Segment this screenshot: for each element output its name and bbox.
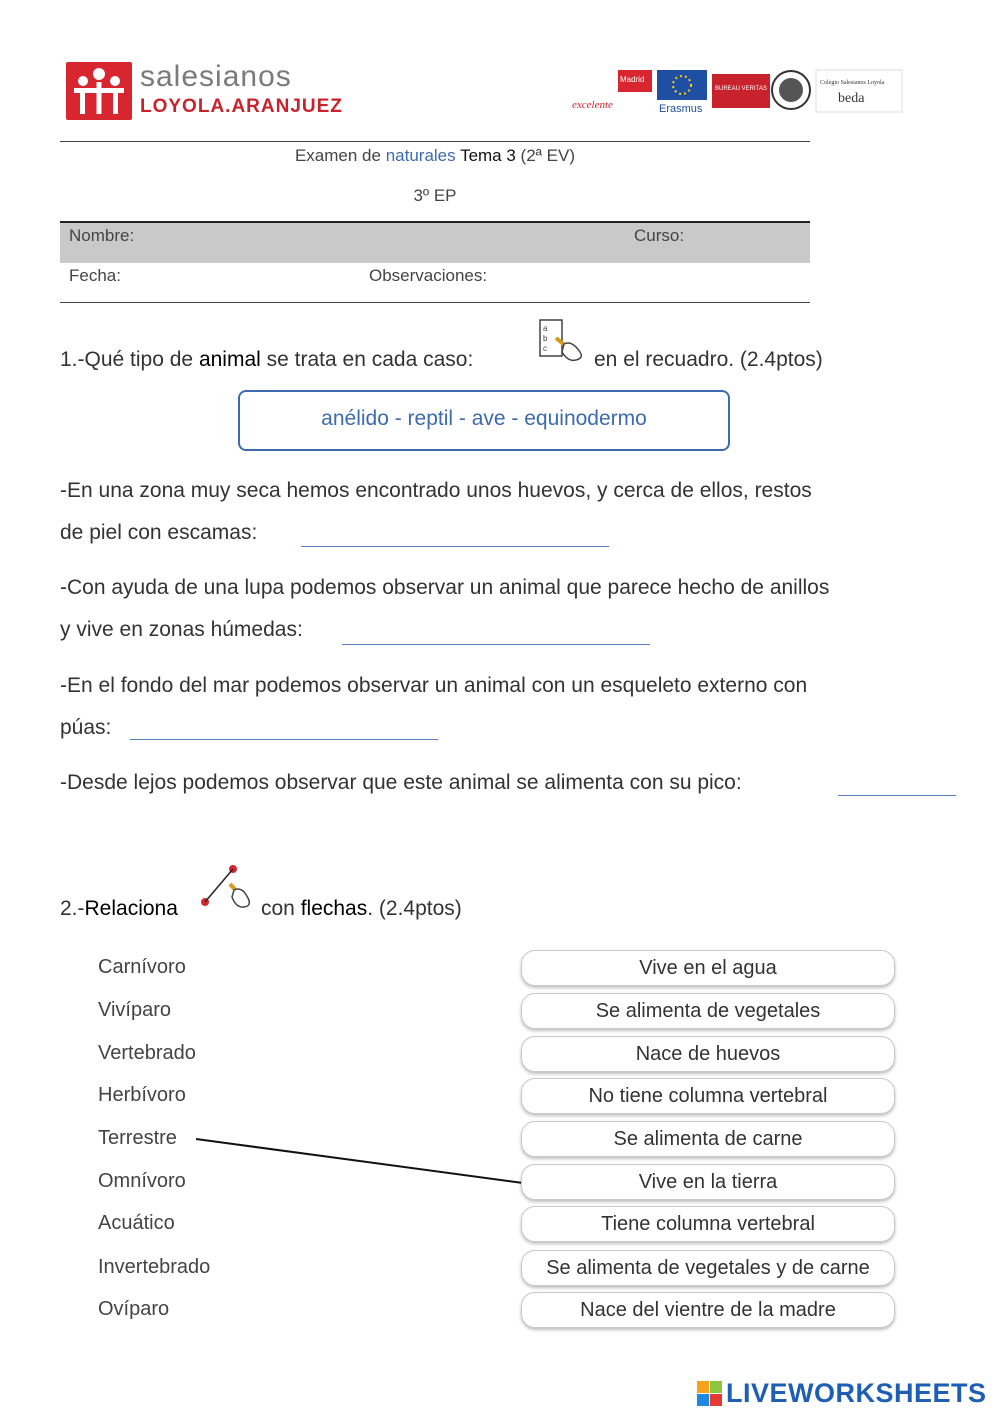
label-fecha: Fecha:: [69, 266, 121, 285]
q2-heading-start: [60, 897, 178, 921]
liveworksheets-logo-icon: [697, 1381, 723, 1407]
salesianos-logo-icon: [66, 62, 132, 120]
word-bank-box: anélido - reptil - ave - equinodermo: [238, 390, 730, 451]
q1-item-4-line1: -Desde lejos podemos observar que este animal se alimenta con su pico:: [60, 771, 742, 794]
q1-heading: [60, 348, 473, 372]
q1-middle: se trata en cada caso:: [266, 348, 474, 371]
right-box-vientre[interactable]: Nace del vientre de la madre: [521, 1292, 895, 1328]
label-observaciones: Observaciones:: [369, 266, 488, 285]
liveworksheets-brand: LIVEWORKSHEETS: [726, 1378, 987, 1408]
right-box-con-columna[interactable]: Tiene columna vertebral: [521, 1206, 895, 1242]
left-item-acuatico[interactable]: Acuático: [98, 1212, 175, 1234]
q2-suffix: . (2.4ptos): [367, 897, 462, 920]
label-curso: Curso:: [634, 226, 685, 245]
logo-text-salesianos: salesianos: [140, 60, 292, 93]
exam-grade: 3º EP: [413, 186, 457, 205]
info-row-date: [60, 263, 810, 303]
svg-text:a: a: [543, 324, 548, 333]
svg-text:c: c: [543, 344, 547, 353]
left-item-vertebrado[interactable]: Vertebrado: [98, 1042, 196, 1064]
title-suffix: (2ª EV): [520, 146, 576, 165]
q2-prefix: 2.-: [60, 897, 85, 920]
q1-bold: animal: [198, 348, 261, 371]
answer-input-1[interactable]: [301, 532, 609, 547]
badge-colegio-text: Colegio Salesianos Loyola: [820, 80, 885, 86]
q2-middle: con: [261, 897, 295, 920]
badges-strip: [570, 68, 905, 116]
right-box-vegetales-carne[interactable]: Se alimenta de vegetales y de carne: [521, 1250, 895, 1286]
left-item-viviparo[interactable]: Vivíparo: [98, 999, 172, 1021]
right-box-sin-columna[interactable]: No tiene columna vertebral: [521, 1078, 895, 1114]
example-arrow-line: [196, 1139, 523, 1183]
left-item-herbivoro[interactable]: Herbívoro: [98, 1084, 186, 1106]
q2-bold-flechas: flechas: [300, 897, 368, 920]
label-nombre: Nombre:: [69, 226, 135, 245]
title-tema: Tema 3: [460, 146, 516, 165]
answer-input-4[interactable]: [838, 781, 956, 796]
q1-item-1-line2: de piel con escamas:: [60, 521, 258, 544]
q1-item-1-line1: -En una zona muy seca hemos encontrado unos huevos, y cerca de ellos, restos: [60, 479, 812, 502]
info-row-name: [60, 223, 810, 263]
q2-bold-relaciona: Relaciona: [84, 897, 178, 920]
right-box-vegetales[interactable]: Se alimenta de vegetales: [521, 993, 895, 1029]
q1-item-2-line1: -Con ayuda de una lupa podemos observar un animal que parece hecho de anillos: [60, 576, 830, 599]
left-item-oviparo[interactable]: Ovíparo: [98, 1298, 170, 1320]
left-item-invertebrado[interactable]: Invertebrado: [98, 1256, 211, 1278]
certification-badges: [570, 68, 905, 116]
answer-input-3[interactable]: [130, 725, 438, 740]
right-box-huevos[interactable]: Nace de huevos: [521, 1036, 895, 1072]
pencil-writing-icon: [538, 318, 590, 364]
q1-item-2-line2: y vive en zonas húmedas:: [60, 618, 303, 641]
left-item-terrestre[interactable]: Terrestre: [98, 1127, 177, 1149]
answer-input-2[interactable]: [342, 630, 650, 645]
logo-text-loyola: LOYOLA.ARANJUEZ: [140, 96, 343, 117]
q1-suffix: en el recuadro. (2.4ptos): [594, 348, 823, 371]
right-box-tierra[interactable]: Vive en la tierra: [521, 1164, 895, 1200]
left-item-omnivoro[interactable]: Omnívoro: [98, 1170, 186, 1192]
badge-erasmus-text: Erasmus: [659, 103, 703, 115]
right-box-vive-agua[interactable]: Vive en el agua: [521, 950, 895, 986]
title-subject: naturales: [385, 146, 456, 165]
school-logo: [66, 60, 343, 122]
right-box-carne[interactable]: Se alimenta de carne: [521, 1121, 895, 1157]
badge-beda-text: beda: [838, 91, 865, 106]
exam-title: [60, 146, 810, 166]
q2-heading-end: [261, 897, 462, 921]
svg-text:b: b: [543, 334, 548, 343]
badge-excelente-text: excelente: [572, 99, 613, 111]
q1-item-3-line1: -En el fondo del mar podemos observar un animal con un esqueleto externo con: [60, 674, 808, 697]
badge-madrid-text: Madrid: [620, 75, 645, 84]
draw-line-icon: [198, 862, 258, 918]
q1-prefix: 1.-Qué tipo de: [60, 348, 194, 371]
title-prefix: Examen de: [294, 146, 381, 165]
divider-info-bottom: [60, 302, 810, 303]
left-item-carnivoro[interactable]: Carnívoro: [98, 956, 186, 978]
q1-item-3-line2: púas:: [60, 716, 112, 739]
badge-veritas-text: BUREAU VERITAS: [715, 86, 767, 92]
divider-top: [60, 141, 810, 142]
